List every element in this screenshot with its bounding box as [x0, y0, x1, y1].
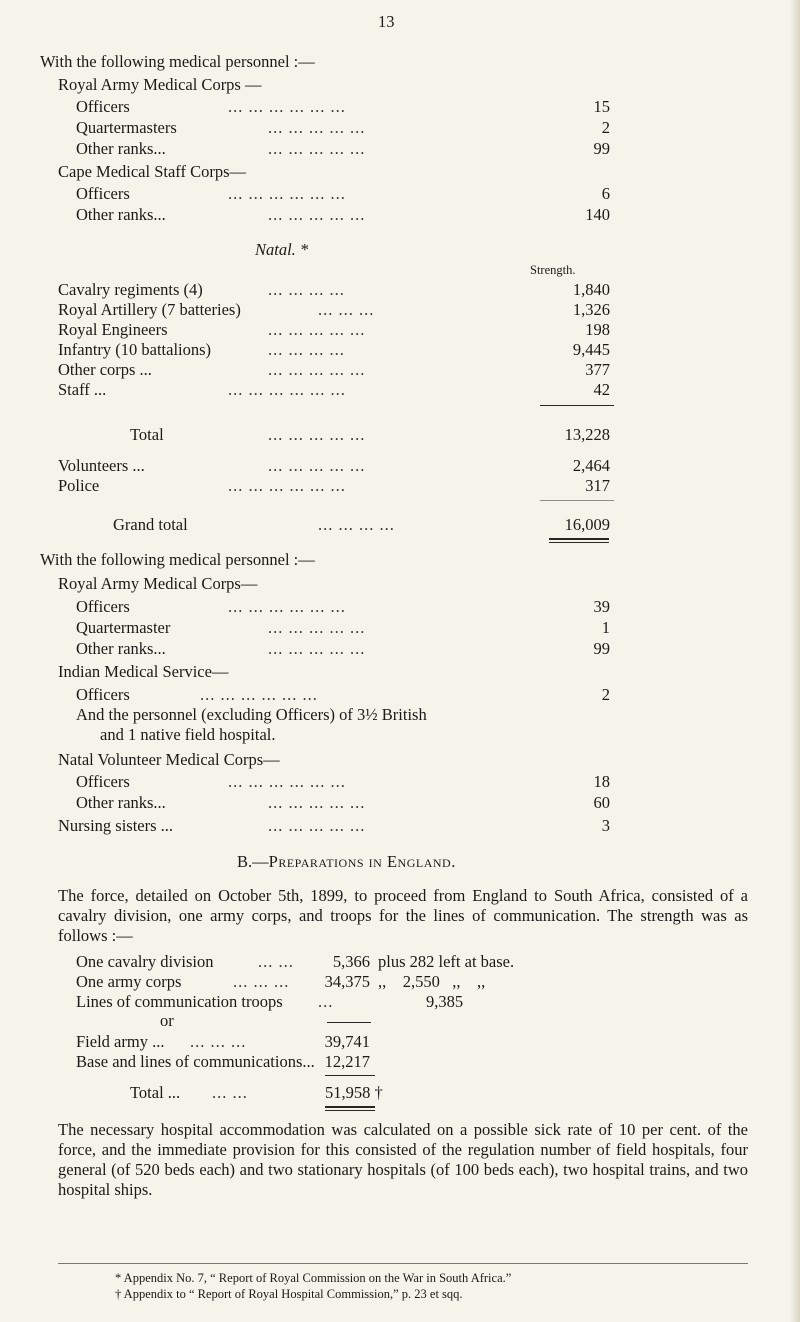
row-value: 6 [601, 184, 610, 203]
row-label: Quartermaster [76, 618, 171, 637]
row-dots: ... ... ... ... ... [268, 639, 366, 658]
section-b-paragraph-1: The force, detailed on October 5th, 1899, to proceed from England to South Africa, consisted of a cavalry division, one army corps, and troops for the lines of communication. The strength was as follows :— [58, 886, 748, 945]
section-b-heading-text: Preparations in England. [268, 852, 456, 871]
ims-note-line2: and 1 native field hospital. [100, 725, 276, 744]
total-rule [540, 405, 614, 406]
section-b-paragraph-2: The necessary hospital accommodation was calculated on a possible sick rate of 10 per cent. of the force, and the immediate provision for this consisted of the regulation number of field hospitals, four general (of 520 beds each) and two stationary hospitals (of 100 beds each), two hospital trains, and two hospital ships. [58, 1120, 748, 1199]
row-dots: ... ... [212, 1083, 248, 1102]
ims-heading: Indian Medical Service— [58, 662, 229, 681]
row-label: Total ... [130, 1083, 181, 1102]
row-dots: ... ... ... ... ... ... [228, 597, 346, 616]
row-label: Officers [76, 685, 130, 704]
row-label: Royal Engineers [58, 320, 168, 339]
row-value: 377 [585, 360, 610, 379]
row-value: 3 [601, 816, 610, 835]
row-dots: ... ... ... ... ... [268, 205, 366, 224]
row-dots: ... ... ... ... ... [268, 793, 366, 812]
row-value: 39,741 [324, 1032, 370, 1051]
row-dots: ... ... ... [190, 1032, 247, 1051]
row-label: Officers [76, 184, 130, 203]
row-label: Officers [76, 597, 130, 616]
row-value: 317 [585, 476, 610, 495]
row-label: Infantry (10 battalions) [58, 340, 212, 359]
row-dots: ... ... ... ... [318, 515, 395, 534]
row-value: 2 [601, 685, 610, 704]
row-dots: ... ... [258, 952, 294, 971]
row-value: 1,326 [572, 300, 610, 319]
page-edge-shadow [790, 0, 800, 1322]
row-value: 99 [593, 639, 610, 658]
row-value: 39 [593, 597, 610, 616]
row-dots: ... ... ... ... ... ... [228, 380, 346, 399]
row-value: 1,840 [572, 280, 610, 299]
row-value: 99 [593, 139, 610, 158]
grand-total-double-rule-2 [549, 542, 609, 543]
row-dots: ... ... ... ... ... [268, 320, 366, 339]
force-total-rule [325, 1075, 375, 1076]
row-dots: ... ... ... ... ... [268, 816, 366, 835]
row-label: Volunteers ... [58, 456, 145, 475]
row-value: 9,445 [572, 340, 610, 359]
row-dots: ... ... ... ... ... [268, 618, 366, 637]
row-label: Base and lines of communications... [76, 1052, 315, 1071]
section-b-heading [237, 852, 456, 872]
row-label: Staff ... [58, 380, 107, 399]
row-dots: ... ... ... ... ... [268, 118, 366, 137]
row-value: 18 [593, 772, 610, 791]
row-label: Cavalry regiments (4) [58, 280, 203, 299]
footnote-rule [58, 1263, 748, 1264]
row-label: Officers [76, 772, 130, 791]
row-value: 51,958 † [325, 1083, 383, 1102]
row-dots: ... ... ... ... ... ... [200, 685, 318, 704]
row-extra: 9,385 [426, 992, 464, 1011]
row-label: Other ranks... [76, 639, 166, 658]
row-value: 140 [585, 205, 610, 224]
row-dots: ... ... ... ... [268, 280, 345, 299]
row-label: One army corps [76, 972, 182, 991]
ramc2-heading: Royal Army Medical Corps— [58, 574, 258, 593]
row-label: Other ranks... [76, 793, 166, 812]
section1-intro: With the following medical personnel :— [40, 52, 315, 71]
row-dots: ... ... ... ... ... [268, 139, 366, 158]
row-value: 15 [593, 97, 610, 116]
natal-heading: Natal. * [255, 240, 309, 259]
row-dots: ... ... ... ... ... ... [228, 476, 346, 495]
row-value: 198 [585, 320, 610, 339]
or-rule [327, 1022, 371, 1023]
row-label: Lines of communication troops [76, 992, 283, 1011]
row-value: 13,228 [564, 425, 610, 444]
row-dots: ... ... ... ... ... ... [228, 97, 346, 116]
row-dots: ... ... ... ... ... [268, 456, 366, 475]
force-total-double-rule-2 [325, 1110, 375, 1111]
cmsc-heading: Cape Medical Staff Corps— [58, 162, 247, 181]
row-dots: ... ... ... ... [268, 340, 345, 359]
row-dots: ... ... ... ... ... [268, 360, 366, 379]
footnote-2: † Appendix to “ Report of Royal Hospital Commission,” p. 23 et sqq. [115, 1287, 463, 1301]
row-label: Nursing sisters ... [58, 816, 174, 835]
row-value: 34,375 [324, 972, 370, 991]
section2-intro: With the following medical personnel :— [40, 550, 315, 569]
row-value: 2 [601, 118, 610, 137]
row-label: Police [58, 476, 100, 495]
row-label: Total [130, 425, 164, 444]
grand-total-double-rule-1 [549, 538, 609, 540]
row-dots: ... ... ... [233, 972, 290, 991]
row-value: 16,009 [564, 515, 610, 534]
row-dots: ... ... ... ... ... ... [228, 184, 346, 203]
row-dots: ... ... ... [318, 300, 375, 319]
or-label: or [160, 1011, 174, 1030]
footnote-1: * Appendix No. 7, “ Report of Royal Commission on the War in South Africa.” [115, 1271, 512, 1285]
page-number: 13 [378, 12, 395, 31]
row-value: 42 [593, 380, 610, 399]
row-label: Officers [76, 97, 130, 116]
row-dots: ... ... ... ... ... [268, 425, 366, 444]
strength-header: Strength. [530, 263, 576, 277]
row-label: Other ranks... [76, 205, 166, 224]
ramc-heading: Royal Army Medical Corps — [58, 75, 262, 94]
row-label: One cavalry division [76, 952, 214, 971]
row-dots: ... ... ... ... ... ... [228, 772, 346, 791]
row-value: 5,366 [332, 952, 370, 971]
row-label: Quartermasters [76, 118, 177, 137]
force-total-double-rule-1 [325, 1106, 375, 1108]
row-extra: plus 282 left at base. [378, 952, 515, 971]
row-label: Other ranks... [76, 139, 166, 158]
grand-total-rule-top [540, 500, 614, 501]
section-b-heading-prefix: B.— [237, 852, 269, 871]
row-dots: ... [318, 992, 334, 1011]
row-extra: ,, 2,550 ,, ,, [378, 972, 486, 991]
row-value: 12,217 [324, 1052, 370, 1071]
row-label: Field army ... [76, 1032, 165, 1051]
row-label: Royal Artillery (7 batteries) [58, 300, 241, 319]
ims-note-line1: And the personnel (excluding Officers) of 3½ British [76, 705, 427, 724]
row-value: 60 [593, 793, 610, 812]
row-label: Grand total [113, 515, 188, 534]
row-value: 1 [601, 618, 610, 637]
nvmc-heading: Natal Volunteer Medical Corps— [58, 750, 280, 769]
row-value: 2,464 [572, 456, 610, 475]
row-label: Other corps ... [58, 360, 152, 379]
